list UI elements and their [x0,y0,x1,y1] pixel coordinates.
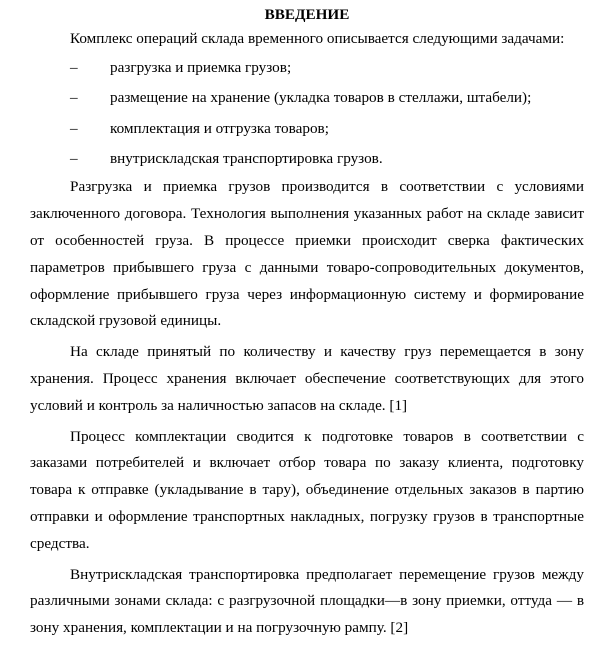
transport-paragraph: Внутрискладская транспортировка предполагает перемещение грузов между различными зонами склада: с разгрузочной площадки—в зону приемки, оттуда — в зону хранения, комплектации и на погрузочную рампу. [2] [30,565,584,637]
task-text: внутрискладская транспортировка грузов. [110,149,383,167]
list-item [30,114,584,144]
dash-bullet: – [70,58,78,76]
dash-bullet: – [70,89,78,107]
list-item [30,144,584,174]
task-list [30,53,584,175]
dash-bullet: – [70,119,78,137]
storage-paragraph: На складе принятый по количеству и качеству груз перемещается в зону хранения. Процесс хранения включает обеспечение соответствующих для этого условий и контроль за наличностью запасов на складе. [1] [30,343,584,414]
list-item [30,53,584,83]
picking-paragraph: Процесс комплектации сводится к подготовке товаров в соответствии с заказами потребителей и включает отбор товара по заказу клиента, подготовку товара к отправке (укладывание в тару), объединение отдельных заказов в партию отправки и оформление транспортных накладных, погрузку грузов в транспортные средства. [30,427,584,552]
task-text: комплектация и отгрузка товаров; [110,119,329,137]
task-text: разгрузка и приемка грузов; [110,58,292,76]
unloading-paragraph: Разгрузка и приемка грузов производится в соответствии с условиями заключенного договора. Технология выполнения указанных работ на складе зависит от особенностей груза. В процессе приемки происходит сверка фактических параметров прибывшего груза с данными товаро-сопроводительных документов, оформление прибывшего груза через информационную систему и формирование складской грузовой единицы. [30,178,584,330]
document-title: ВВЕДЕНИЕ [264,6,350,23]
list-item [30,83,584,113]
dash-bullet: – [70,149,78,167]
task-text: размещение на хранение (укладка товаров в стеллажи, штабели); [110,89,532,107]
intro-paragraph: Комплекс операций склада временного описывается следующими задачами: [70,30,565,47]
